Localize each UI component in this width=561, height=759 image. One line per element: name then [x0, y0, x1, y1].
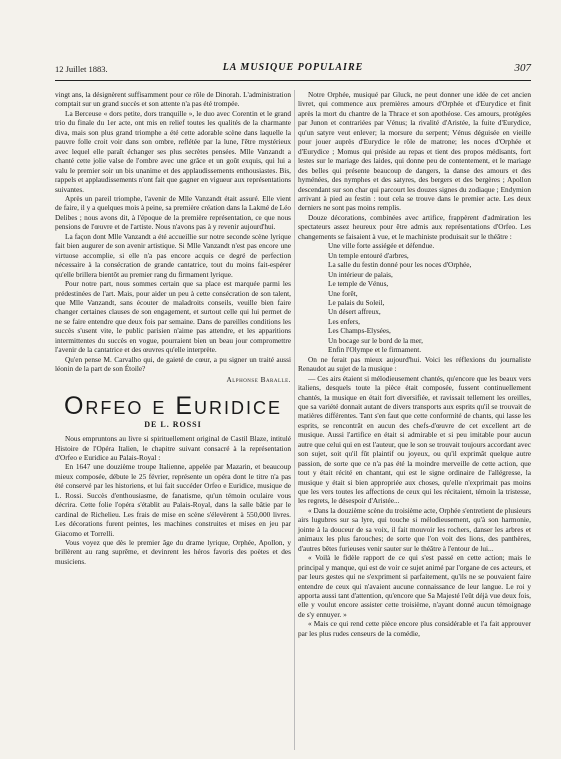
list-item: La salle du festin donné pour les noces d'Orphée,: [328, 260, 472, 270]
column-divider: [294, 90, 295, 750]
list-item: Un désert affreux,: [328, 307, 381, 317]
article-subtitle: DE L. ROSSI: [144, 420, 202, 430]
paragraph: La Berceuse « dors petite, dors tranquille », le duo avec Corentin et le grand trio du finale du 1er acte, ont mis en relief toutes les qualités de la charmante diva, mais son plus grand triomphe a été cette adorable scène dans laquelle la pauvre folle croit voir dans son ombre, reflétée par la lune, l'être mystérieux avec lequel elle paraît échanger ses plus secrètes pensées. Mlle Vanzandt a chanté cette jolie valse de l'ombre avec une grâce et un goût exquis, qui lui a valu le premier soir un bis unanime et des applaudissements enthousiastes. Bis, rappels et applaudissements n'ont fait que gagner en vigueur aux représentations suivantes.: [55, 108, 291, 194]
paragraph: Notre Orphée, musiqué par Gluck, ne peut donner une idée de cet ancien livret, qui commence aux premières amours d'Orphée et d'Eurydice et finit après la mort du chantre de la Thrace et son apothéose. Ces amours, protégées par Junon et contrariées par Vénus; la rivalité d'Aristée, la fuite d'Eurydice, qu'un satyre veut enlever; la morsure du serpent; Vénus déguisée en vieille pour jouer auprès d'Eurydice le rôle de matrone; les noces d'Orphée et d'Eurydice ; Momus qui préside au repas et tient des propos médisants, fort lestes sur le mariage des laides, qui donne peu de contentement, et le mariage des belles qui présente beaucoup de dangers, la danse des amours et des hyménées, des nymphes et des satyres, des bergers et des bergères ; Apollon descendant sur son char qui parcourt les douzes signes du zodiaque ; Endymion arrivant à pied au festin : tout cela se trouve dans le premier acte. Les deux derniers ne sont pas moins remplis.: [298, 90, 531, 213]
paragraph: Pour notre part, nous sommes certain que sa place est marquée parmi les prédestinées de l'art. Mais, pour aider un peu à cette consécration de son talent, que Mlle Vanzandt, sans écouter de maladroits conseils, veuille bien faire changer certaines clauses de son engagement, et surtout celle qui lui permet de ne se faire entendre que deux fois par semaine. Dans de pareilles conditions les succès s'usent vite, le public parisien n'aime pas attendre, et les apparitions intermittentes du succès en vogue, pourraient bien un beau jour compromettre l'avenir de la cantatrice et des œuvres qu'elle interprète.: [55, 279, 291, 355]
list-item: Un bocage sur le bord de la mer,: [328, 335, 423, 345]
paragraph: — Ces airs étaient si mélodieusement chantés, qu'encore que les beaux vers italiens, desquels toute la pièce était composée, fussent continuellement chantés, la musique en était fort diversifiée, et ravissait tellement les oreilles, que sa variété donnait autant de divers transports aux esprits qu'il se trouvait de matières différentes. Tant s'en faut que cette conformité de chants, qui lasse les esprits, se rencontrât en aucun des chefs-d'œuvre de cet excellent art de musique. Aussi l'artifice en était si admirable et si peu imitable pour aucun autre que celui qui en est l'auteur, que le son se trouvait toujours accordant avec son sujet, soit qu'il fût plaintif ou joyeux, ou qu'il exprimât quelque autre passion, de sorte que ce n'a pas été la moindre merveille de cette action, que tout y était récité en chantant, qui est le signe ordinaire de l'allégresse, la musique y était si bien appropriée aux choses, qu'elle n'exprimait pas moins que les vers toutes les affections de ceux qui les récitaient, témoin la tristesse, les regrets, le désespoir d'Aristée...: [298, 373, 531, 506]
list-item: Le temple de Vénus,: [328, 279, 389, 289]
page-header: [55, 62, 531, 80]
list-item: Une ville forte assiégée et défendue.: [328, 241, 435, 251]
header-title: LA MUSIQUE POPULAIRE: [222, 62, 364, 73]
paragraph: vingt ans, la désignèrent suffisamment pour ce rôle de Dinorah. L'administration comptait sur un grand succès et son attente n'a pas été trompée.: [55, 90, 291, 109]
list-item: Les enfers,: [328, 316, 361, 326]
header-rule: [55, 80, 531, 81]
list-item: Le palais du Soleil,: [328, 297, 385, 307]
left-column: [55, 90, 291, 566]
article-title: Orfeo e Euridice: [63, 392, 283, 421]
list-item: Un temple entouré d'arbres,: [328, 250, 409, 260]
paragraph: Après un pareil triomphe, l'avenir de Mlle Vanzandt était assuré. Elle vient de faire, il y a quelques mois à peine, sa première création dans la Lakmé de Léo Delibes ; nous avons dit, à l'époque de la première représentation, ce que nous pensions de l'œuvre et de l'artiste. Nous n'avons pas à y revenir aujourd'hui.: [55, 193, 291, 232]
paragraph: « Voilà le fidèle rapport de ce qui s'est passé en cette action; mais le principal y manque, qui est de voir ce sujet animé par l'organe de ces acteurs, et par leurs gestes qui ne s'expriment si parfaitement, qu'ils ne se pouvaient faire entendre de ceux qui n'avaient aucune connaissance de leur langue. Le roi y apporta aussi tant d'attention, qu'encore que Sa Majesté l'eût déjà vue deux fois, elle y voulut encore assister cette troisième, n'ayant donné aucun témoignage de s'y ennuyer. »: [298, 553, 531, 619]
paragraph: Qu'en pense M. Carvalho qui, de gaieté de cœur, a pu signer un traité aussi léonin de la part de son Étoile?: [55, 354, 291, 374]
page-number: 307: [514, 62, 531, 74]
paragraph: Nous empruntons au livre si spirituellement original de Castil Blaze, intitulé Histoire de l'Opéra Italien, le chapitre suivant consacré à la représentation d'Orfeo e Euridice au Palais-Royal :: [55, 434, 291, 462]
paragraph: « Mais ce qui rend cette pièce encore plus considérable et l'a fait approuver par les plus rudes censeurs de la comédie,: [298, 619, 531, 638]
paragraph: Douze décorations, combinées avec artifice, frappèrent d'admiration les spectateurs assez heureux pour être admis aux représentations d'Orfeo. Les changements se faisaient à vue, et le machiniste produisait sur le théâtre :: [298, 212, 531, 241]
scene-list: [328, 241, 531, 354]
paragraph: La façon dont Mlle Vanzandt a été accueillie sur notre seconde scène lyrique fait bien augurer de son avenir artistique. Si Mlle Vanzandt n'est pas encore une virtuose accomplie, si elle n'a pas encore acquis ce degré de perfection nécessaire à la consécration de grande cantatrice, tout du moins fait-espérer qu'elle brillera bientôt au premier rang du firmament lyrique.: [55, 231, 291, 279]
article-title-block: [55, 392, 291, 430]
paragraph: Vous voyez que dès le premier âge du drame lyrique, Orphée, Apollon, y brillèrent au rang suprême, et devinrent les héros favoris des poètes et des musiciens.: [55, 538, 291, 566]
right-column: [298, 90, 531, 638]
list-item: Un intérieur de palais,: [328, 269, 393, 279]
list-item: Une forêt,: [328, 288, 358, 298]
paragraph: « Dans la douzième scène du troisième acte, Orphée s'entretient de plusieurs airs lugubres sur sa lyre, qui touche si mélodieusement, qu'à son harmonie, jointe à la douceur de sa voix, il fait mouvoir les rochers, danser les arbres et animaux les plus farouches; de sorte que l'on voit des lions, des panthères, d'autres bêtes furieuses venir sauter sur le théâtre à l'entour de lui...: [298, 505, 531, 553]
header-date: 12 Juillet 1883.: [55, 64, 108, 74]
list-item: Les Champs-Elysées,: [328, 326, 391, 336]
author-signature: Alphonse Baralle.: [226, 374, 291, 384]
paragraph: On ne ferait pas mieux aujourd'hui. Voici les réflexions du journaliste Renaudot au sujet de la musique :: [298, 354, 531, 374]
list-item: Enfin l'Olympe et le firmament.: [328, 345, 422, 355]
paragraph: En 1647 une douzième troupe Italienne, appelée par Mazarin, et beaucoup mieux composée, débute le 25 février, représente un opéra dont le titre n'a pas été conservé par les historiens, et lui fait succéder Orfeo e Euridice, musique de L. Rossi. Succès d'enthousiasme, de fanatisme, qu'un témoin oculaire vous décrira. Cette folie l'opéra s'établit au Palais-Royal, dans la salle bâtie par le cardinal de Richelieu. Les frais de mise en scène s'élevèrent à 550,000 livres. Les décorations furent peintes, les machines construites et mises en jeu par Giacomo et Torrelli.: [55, 462, 291, 538]
